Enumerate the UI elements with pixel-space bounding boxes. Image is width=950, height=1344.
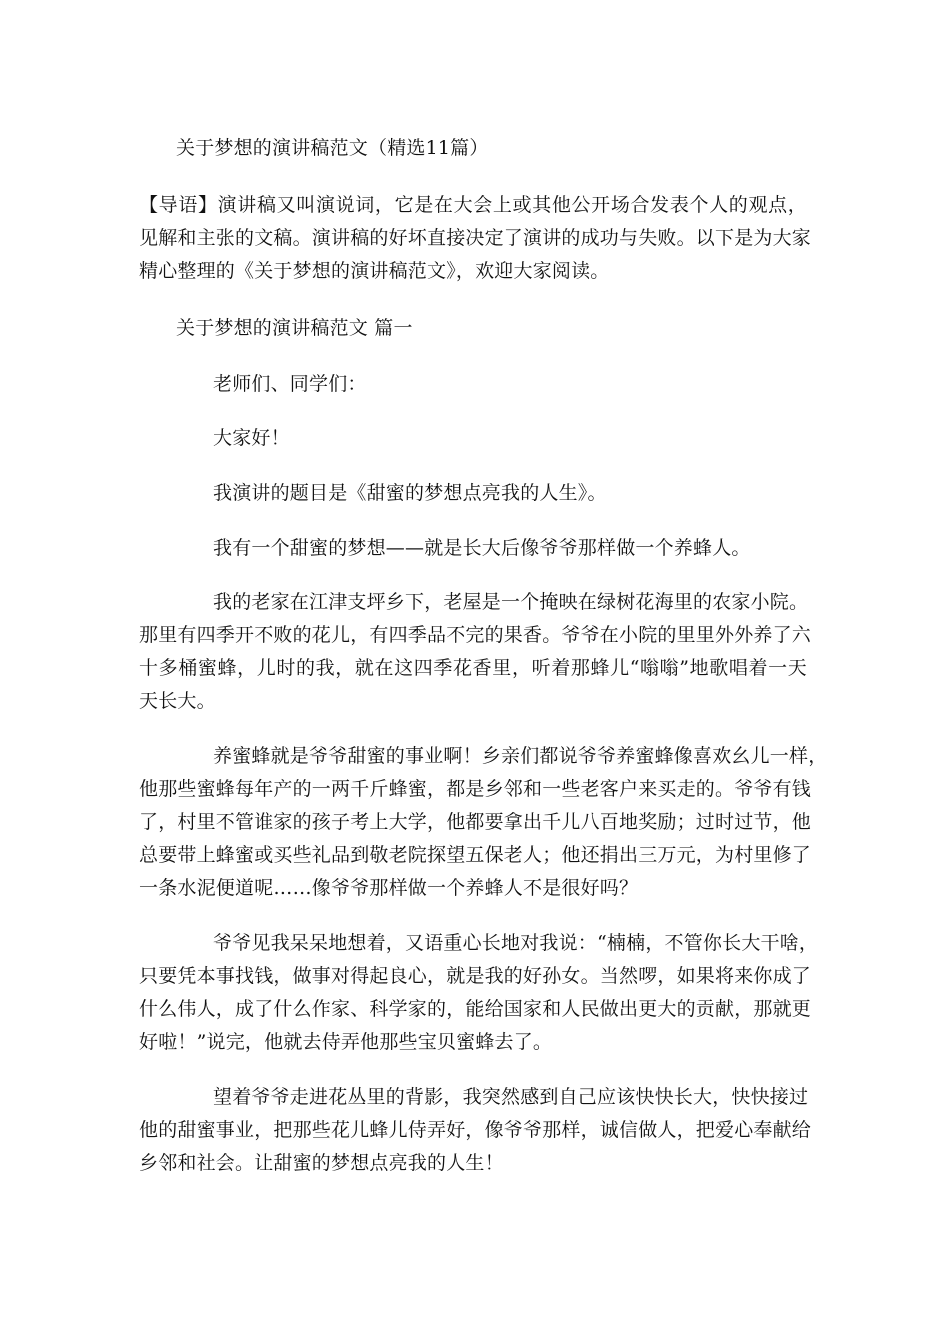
paragraph1-line-4: 天长大。 [139,690,216,712]
intro-line-2: 见解和主张的文稿。演讲稿的好坏直接决定了演讲的成功与失败。以下是为大家 [139,227,812,249]
paragraph3-line-2: 只要凭本事找钱，做事对得起良心，就是我的好孙女。当然啰，如果将来你成了 [139,965,812,987]
paragraph2-line-5: 一条水泥便道呢……像爷爷那样做一个养蜂人不是很好吗？ [139,877,639,899]
dream-line: 我有一个甜蜜的梦想——就是长大后像爷爷那样做一个养蜂人。 [213,537,751,559]
paragraph4-line-3: 乡邻和社会。让甜蜜的梦想点亮我的人生！ [139,1152,504,1174]
paragraph1-line-3: 十多桶蜜蜂，儿时的我，就在这四季花香里，听着那蜂儿“嗡嗡”地歌唱着一天 [139,657,807,679]
paragraph2-line-4: 总要带上蜂蜜或买些礼品到敬老院探望五保老人；他还捐出三万元，为村里修了 [139,844,812,866]
paragraph3-line-1: 爷爷见我呆呆地想着，又语重心长地对我说：“楠楠，不管你长大干啥， [213,932,819,954]
paragraph2-line-3: 了，村里不管谁家的孩子考上大学，他都要拿出千儿八百地奖励；过时过节，他 [139,811,812,833]
paragraph4-line-1: 望着爷爷走进花丛里的背影，我突然感到自己应该快快长大，快快接过 [213,1086,809,1108]
intro-line-1: 【导语】演讲稿又叫演说词，它是在大会上或其他公开场合发表个人的观点， [139,194,807,216]
document-title: 关于梦想的演讲稿范文（精选11篇） [176,137,489,159]
topic-line: 我演讲的题目是《甜蜜的梦想点亮我的人生》。 [213,482,607,504]
hello-line: 大家好！ [213,427,290,449]
paragraph1-line-1: 我的老家在江津支坪乡下，老屋是一个掩映在绿树花海里的农家小院。 [213,591,809,613]
paragraph1-line-2: 那里有四季开不败的花儿，有四季品不完的果香。爷爷在小院的里里外外养了六 [139,624,812,646]
intro-line-3: 精心整理的《关于梦想的演讲稿范文》，欢迎大家阅读。 [139,260,610,282]
paragraph2-line-2: 他那些蜜蜂每年产的一两千斤蜂蜜，都是乡邻和一些老客户来买走的。爷爷有钱 [139,778,812,800]
paragraph3-line-3: 什么伟人，成了什么作家、科学家的，能给国家和人民做出更大的贡献，那就更 [139,998,812,1020]
paragraph3-line-4: 好啦！”说完，他就去侍弄他那些宝贝蜜蜂去了。 [139,1031,553,1053]
paragraph2-line-1: 养蜜蜂就是爷爷甜蜜的事业啊！乡亲们都说爷爷养蜜蜂像喜欢幺儿一样， [213,745,828,767]
section-heading: 关于梦想的演讲稿范文 篇一 [176,317,413,339]
greeting-line: 老师们、同学们： [213,373,367,395]
paragraph4-line-2: 他的甜蜜事业，把那些花儿蜂儿侍弄好，像爷爷那样，诚信做人，把爱心奉献给 [139,1119,812,1141]
